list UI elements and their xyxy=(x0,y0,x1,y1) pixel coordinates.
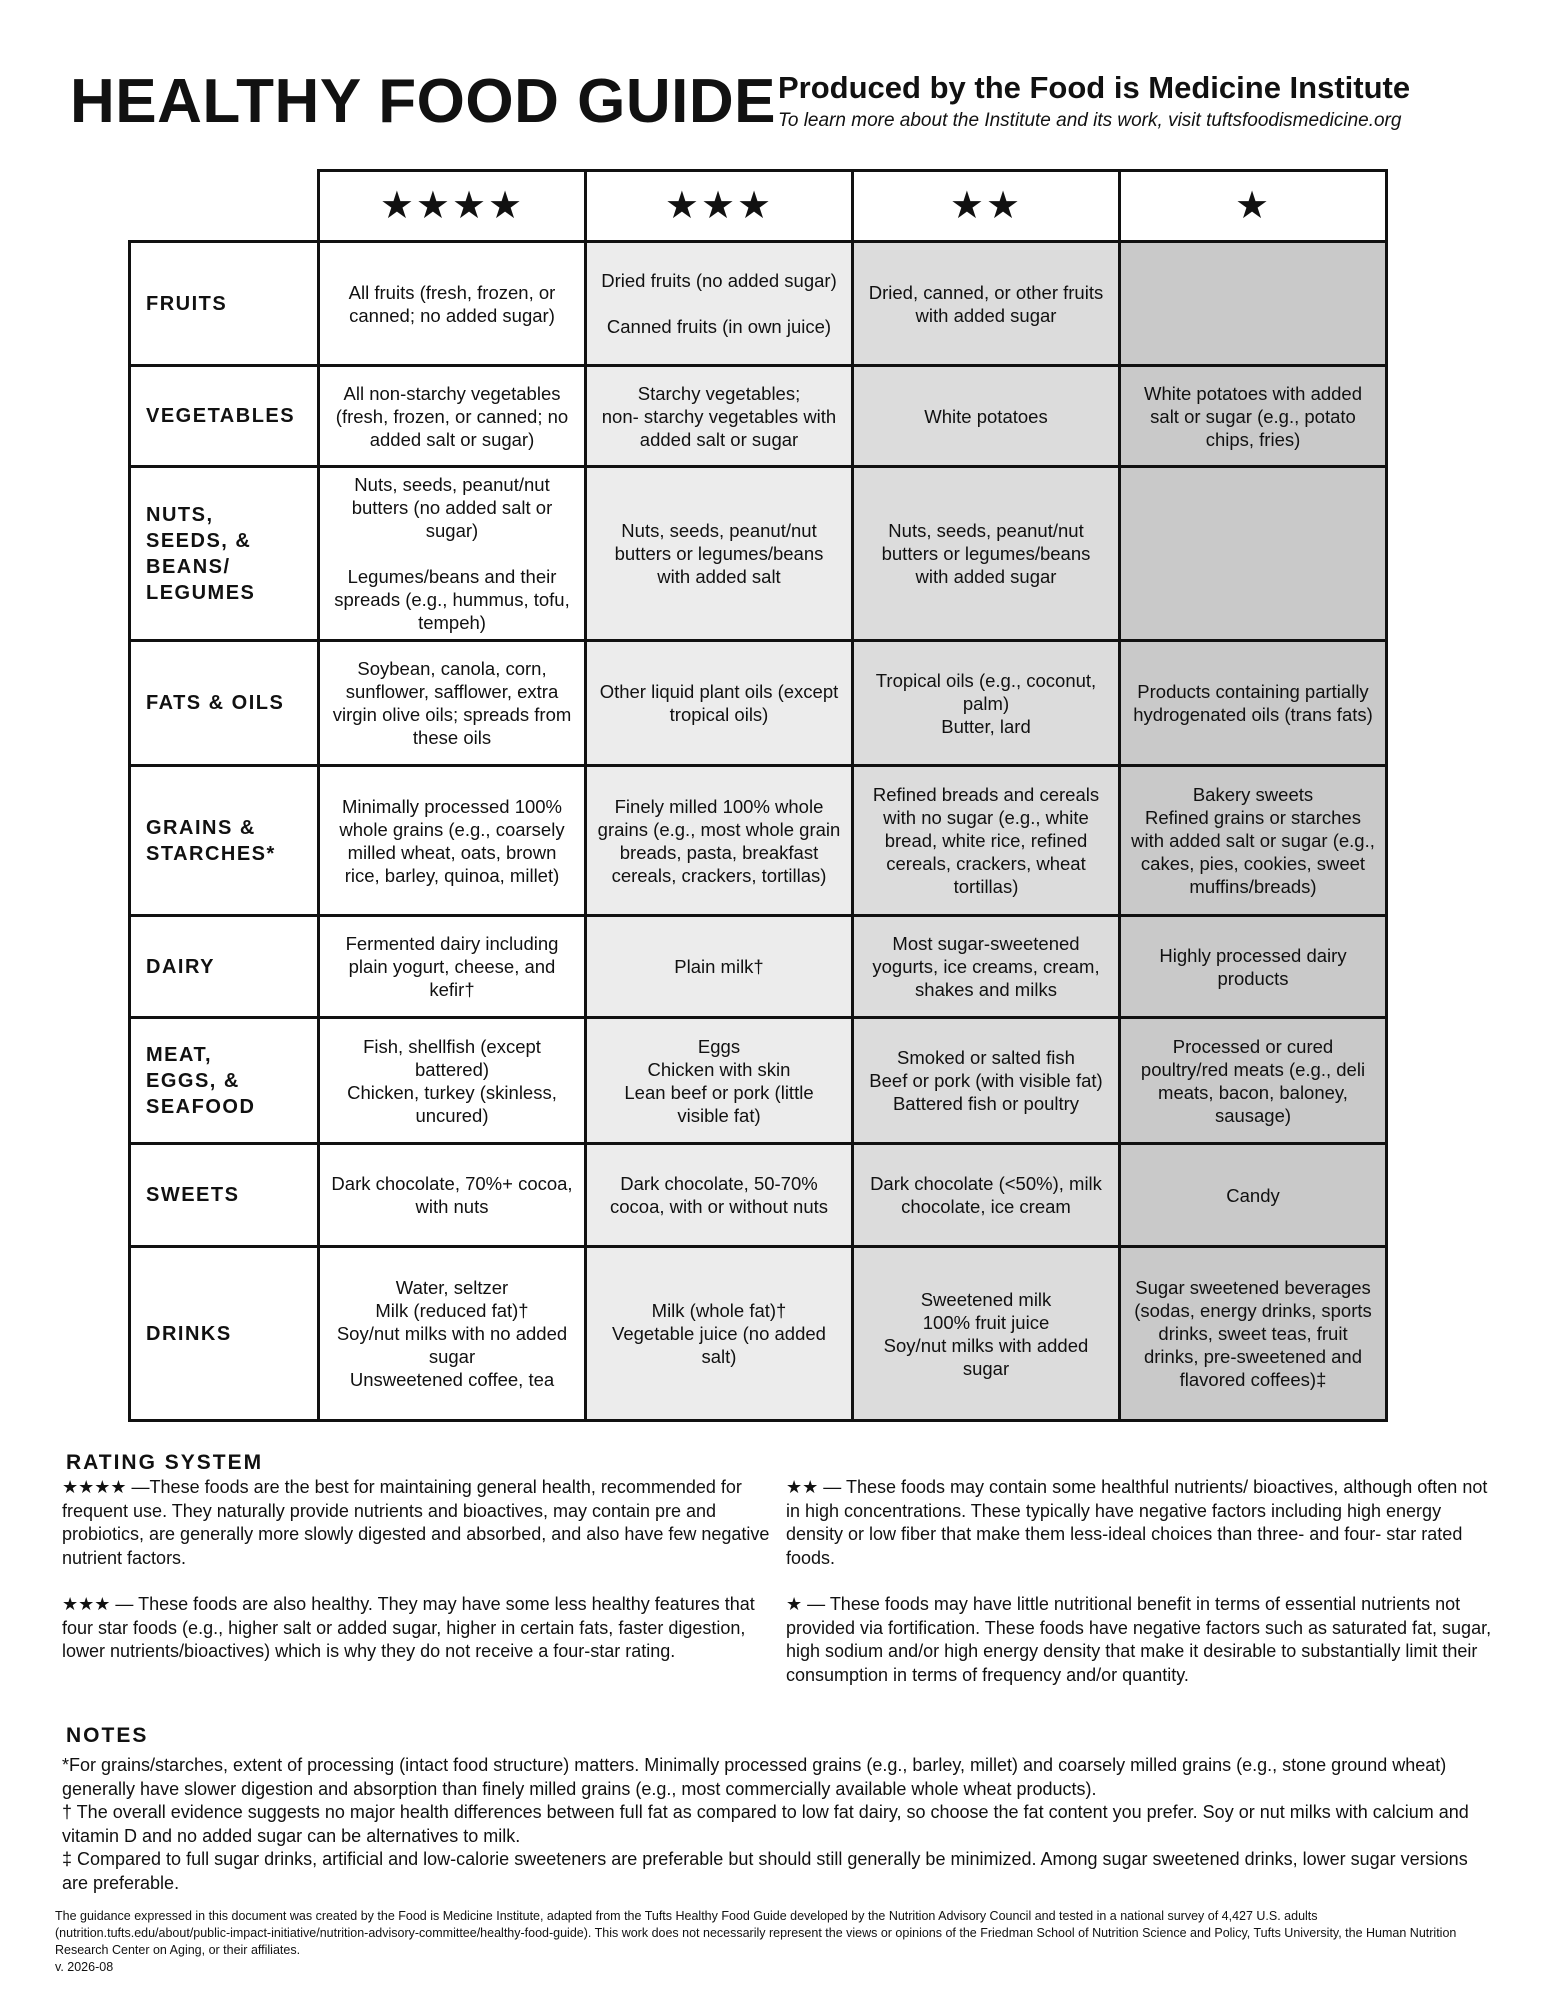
cell-one-star: Highly processed dairy products xyxy=(1120,916,1387,1018)
notes-heading: NOTES xyxy=(66,1724,149,1747)
cell-three-star: Dark chocolate, 50-70% cocoa, with or without nuts xyxy=(586,1144,853,1247)
cell-two-star: Refined breads and cereals with no sugar (e.g., white bread, white rice, refined cereals, crackers, wheat tortillas) xyxy=(853,766,1120,916)
cell-three-star: Eggs Chicken with skin Lean beef or pork (little visible fat) xyxy=(586,1018,853,1144)
category-label: GRAINS & STARCHES* xyxy=(130,766,319,916)
footer xyxy=(55,1908,1485,1976)
learn-more-text: To learn more about the Institute and its work, visit tuftsfoodismedicine.org xyxy=(778,110,1402,131)
cell-four-star: Fermented dairy including plain yogurt, cheese, and kefir† xyxy=(319,916,586,1018)
cell-four-star: Nuts, seeds, peanut/nut butters (no added salt or sugar) Legumes/beans and their spreads (e.g., hummus, tofu, tempeh) xyxy=(319,467,586,641)
category-label: FATS & OILS xyxy=(130,641,319,766)
cell-four-star: Dark chocolate, 70%+ cocoa, with nuts xyxy=(319,1144,586,1247)
cell-one-star: Candy xyxy=(1120,1144,1387,1247)
cell-three-star: Starchy vegetables; non- starchy vegetables with added salt or sugar xyxy=(586,366,853,467)
rating-system-heading: RATING SYSTEM xyxy=(66,1451,264,1474)
cell-two-star: Dark chocolate (<50%), milk chocolate, ice cream xyxy=(853,1144,1120,1247)
table-row-fruits xyxy=(130,242,1387,366)
three-star-header: ★★★ xyxy=(586,171,853,242)
category-label: MEAT, EGGS, & SEAFOOD xyxy=(130,1018,319,1144)
two-star-header: ★★ xyxy=(853,171,1120,242)
producer-heading: Produced by the Food is Medicine Institute xyxy=(778,70,1411,105)
cell-four-star: Fish, shellfish (except battered) Chicken, turkey (skinless, uncured) xyxy=(319,1018,586,1144)
cell-two-star: Tropical oils (e.g., coconut, palm) Butter, lard xyxy=(853,641,1120,766)
table-row-dairy xyxy=(130,916,1387,1018)
cell-four-star: All fruits (fresh, frozen, or canned; no added sugar) xyxy=(319,242,586,366)
cell-two-star: Dried, canned, or other fruits with added sugar xyxy=(853,242,1120,366)
table-row-fats-oils xyxy=(130,641,1387,766)
notes-list xyxy=(62,1754,1482,1895)
cell-two-star: Nuts, seeds, peanut/nut butters or legumes/beans with added sugar xyxy=(853,467,1120,641)
version-label: v. 2026-08 xyxy=(55,1960,114,1974)
cell-four-star: Minimally processed 100% whole grains (e.g., coarsely milled wheat, oats, brown rice, barley, quinoa, millet) xyxy=(319,766,586,916)
table-row-grains-starches xyxy=(130,766,1387,916)
cell-two-star: Smoked or salted fish Beef or pork (with visible fat) Battered fish or poultry xyxy=(853,1018,1120,1144)
cell-three-star: Finely milled 100% whole grains (e.g., most whole grain breads, pasta, breakfast cereals, crackers, tortillas) xyxy=(586,766,853,916)
category-label: DAIRY xyxy=(130,916,319,1018)
cell-two-star: Most sugar-sweetened yogurts, ice creams, cream, shakes and milks xyxy=(853,916,1120,1018)
cell-four-star: Water, seltzer Milk (reduced fat)† Soy/nut milks with no added sugar Unsweetened coffee, tea xyxy=(319,1247,586,1421)
cell-one-star: Bakery sweets Refined grains or starches with added salt or sugar (e.g., cakes, pies, cookies, sweet muffins/breads) xyxy=(1120,766,1387,916)
category-label: NUTS, SEEDS, & BEANS/ LEGUMES xyxy=(130,467,319,641)
cell-two-star: Sweetened milk 100% fruit juice Soy/nut milks with added sugar xyxy=(853,1247,1120,1421)
cell-three-star: Dried fruits (no added sugar) Canned fruits (in own juice) xyxy=(586,242,853,366)
table-row-meat-eggs-seafood xyxy=(130,1018,1387,1144)
four-star-header: ★★★★ xyxy=(319,171,586,242)
page-title: HEALTHY FOOD GUIDE xyxy=(70,67,776,136)
note-sweeteners: ‡ Compared to full sugar drinks, artificial and low-calorie sweeteners are preferable but should still generally be minimized. Among sugar sweetened drinks, lower sugar versions are preferable. xyxy=(62,1849,1468,1893)
one-star-description: ★ — These foods may have little nutritional benefit in terms of essential nutrients not provided via fortification. These foods have negative factors such as saturated fat, sugar, high sodium and/or high energy density that make it desirable to substantially limit their consumption in terms of frequency and/or quantity. xyxy=(786,1594,1492,1685)
note-dairy: † The overall evidence suggests no major health differences between full fat as compared to low fat dairy, so choose the fat content you prefer. Soy or nut milks with calcium and vitamin D and no added sugar can be alternatives to milk. xyxy=(62,1802,1469,1846)
header-corner xyxy=(130,171,319,242)
cell-three-star: Other liquid plant oils (except tropical oils) xyxy=(586,641,853,766)
four-star-description: ★★★★ —These foods are the best for maintaining general health, recommended for frequent use. They naturally provide nutrients and bioactives, may contain pre and probiotics, are generally more slowly digested and absorbed, and also have few negative nutrient factors. xyxy=(62,1477,770,1568)
category-label: SWEETS xyxy=(130,1144,319,1247)
cell-one-star: Sugar sweetened beverages (sodas, energy drinks, sports drinks, sweet teas, fruit drinks, pre-sweetened and flavored coffees)‡ xyxy=(1120,1247,1387,1421)
cell-three-star: Plain milk† xyxy=(586,916,853,1018)
disclaimer-text: The guidance expressed in this document was created by the Food is Medicine Institute, adapted from the Tufts Healthy Food Guide developed by the Nutrition Advisory Council and tested in a national survey of 4,427 U.S. adults (nutrition.tufts.edu/about/public-impact-initiative/nutrition-advisory-committee/healthy-food-guide). This work does not necessarily represent the views or opinions of the Friedman School of Nutrition Science and Policy, Tufts University, the Human Nutrition Research Center on Aging, or their affiliates. xyxy=(55,1909,1457,1957)
cell-one-star: Processed or cured poultry/red meats (e.g., deli meats, bacon, baloney, sausage) xyxy=(1120,1018,1387,1144)
category-label: VEGETABLES xyxy=(130,366,319,467)
cell-four-star: All non-starchy vegetables (fresh, frozen, or canned; no added salt or sugar) xyxy=(319,366,586,467)
one-star-header: ★ xyxy=(1120,171,1387,242)
table-row-sweets xyxy=(130,1144,1387,1247)
food-guide-table xyxy=(128,169,1388,1422)
two-star-description: ★★ — These foods may contain some healthful nutrients/ bioactives, although often not in high concentrations. These typically have negative factors including high energy density or low fiber that make them less-ideal choices than three- and four- star rated foods. xyxy=(786,1477,1488,1568)
cell-one-star: White potatoes with added salt or sugar (e.g., potato chips, fries) xyxy=(1120,366,1387,467)
cell-one-star xyxy=(1120,467,1387,641)
cell-three-star: Milk (whole fat)† Vegetable juice (no added salt) xyxy=(586,1247,853,1421)
table-row-vegetables xyxy=(130,366,1387,467)
cell-one-star: Products containing partially hydrogenated oils (trans fats) xyxy=(1120,641,1387,766)
table-row-nuts-seeds-beans xyxy=(130,467,1387,641)
star-header-row xyxy=(130,171,1387,242)
category-label: FRUITS xyxy=(130,242,319,366)
note-grains: *For grains/starches, extent of processing (intact food structure) matters. Minimally processed grains (e.g., barley, millet) and coarsely milled grains (e.g., stone ground wheat) generally have slower digestion and absorption than finely milled grains (e.g., most commercially available whole wheat products). xyxy=(62,1755,1447,1799)
category-label: DRINKS xyxy=(130,1247,319,1421)
cell-three-star: Nuts, seeds, peanut/nut butters or legumes/beans with added salt xyxy=(586,467,853,641)
three-star-description: ★★★ — These foods are also healthy. They may have some less healthy features that four star foods (e.g., higher salt or added sugar, higher in certain fats, faster digestion, lower nutrients/bioactives) which is why they do not receive a four-star rating. xyxy=(62,1594,755,1661)
cell-four-star: Soybean, canola, corn, sunflower, safflower, extra virgin olive oils; spreads from these oils xyxy=(319,641,586,766)
cell-one-star xyxy=(1120,242,1387,366)
table-row-drinks xyxy=(130,1247,1387,1421)
cell-two-star: White potatoes xyxy=(853,366,1120,467)
